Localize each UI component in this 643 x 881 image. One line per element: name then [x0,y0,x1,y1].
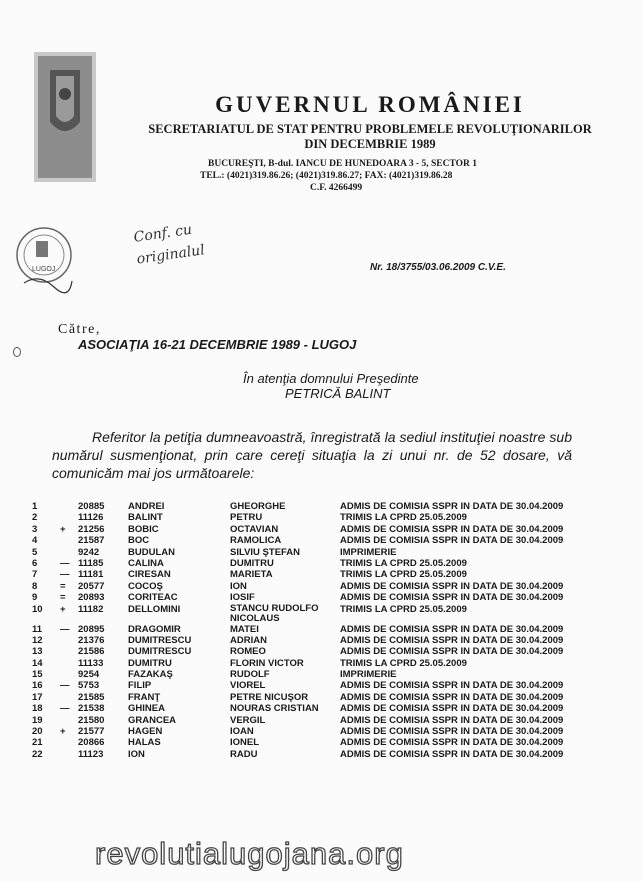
cell-mark: — [60,569,70,581]
cell-first: DUMITRU [230,557,274,569]
cell-status: IMPRIMERIE [340,669,397,681]
cell-id: 21577 [78,726,105,738]
recipient-to: Către, [58,322,101,337]
cell-mark [58,658,76,669]
table-row [30,680,565,691]
cell-last: GHINEA [128,703,165,715]
table-row [30,726,565,737]
cell-nr: 12 [32,634,43,646]
cell-first: STANCU RUDOLFO NICOLAUS [230,602,319,624]
phone-line: TEL.: (4021)319.86.26; (4021)319.86.27; FAX: (4021)319.86.28 [200,171,453,181]
cell-last: FAZAKAŞ [128,669,173,681]
cell-first: IOAN [230,726,254,738]
cell-mark [58,635,76,646]
cell-nr: 16 [32,680,43,692]
december-subtitle: DIN DECEMBRIE 1989 [304,137,436,151]
cell-id: 21256 [78,523,105,535]
cell-status: ADMIS DE COMISIA SSPR IN DATA DE 30.04.2009 [340,680,564,692]
table-row [30,669,565,680]
lugoj-stamp [14,213,74,297]
cell-status: ADMIS DE COMISIA SSPR IN DATA DE 30.04.2009 [340,646,564,658]
table-row [30,658,565,669]
cell-id: 20895 [78,623,105,635]
cell-nr: 1 [32,501,38,512]
table-row [30,581,565,592]
cell-status: ADMIS DE COMISIA SSPR IN DATA DE 30.04.2009 [340,592,564,604]
cell-id: 21376 [78,634,105,646]
cell-mark [58,501,76,512]
table-row [30,547,565,558]
cell-status: ADMIS DE COMISIA SSPR IN DATA DE 30.04.2009 [340,691,564,703]
cell-status: ADMIS DE COMISIA SSPR IN DATA DE 30.04.2009 [340,623,564,635]
cell-first: IOSIF [230,592,255,604]
table-row [30,535,565,546]
cell-mark [58,715,76,726]
cell-first: MATEI [230,623,259,635]
cell-first: ION [230,580,247,592]
body-paragraph: Referitor la petiţia dumneavoastră, înregistrată la sediul instituţiei noastre sub numărul susmenţionat, prin care cereţi situaţia la zi unui nr. de 52 dosare, vă comunicăm mai jos următoarele: [52,429,572,481]
cell-mark: — [60,557,70,569]
cell-last: DUMITRESCU [128,634,192,646]
cell-first: FLORIN VICTOR [230,657,304,669]
cell-last: DUMITRESCU [128,646,192,658]
cf-line: C.F. 4266499 [310,183,363,193]
cell-first: MARIETA [230,569,273,581]
cell-last: FILIP [128,680,152,692]
president-name: PETRICĂ BALINT [285,386,391,401]
cell-mark: — [60,680,70,692]
address-block [200,158,477,194]
cell-last: DRAGOMIR [128,623,181,635]
cell-mark: + [60,523,66,535]
table-row [30,692,565,703]
cell-last: HALAS [128,737,161,749]
cell-last: HAGEN [128,726,163,738]
cell-id: 21585 [78,691,105,703]
cell-status: ADMIS DE COMISIA SSPR IN DATA DE 30.04.2009 [340,634,564,646]
cell-status: ADMIS DE COMISIA SSPR IN DATA DE 30.04.2009 [340,714,564,726]
table-row [30,624,565,635]
cell-id: 9242 [78,546,100,558]
cell-nr: 3 [32,523,38,535]
cell-status: ADMIS DE COMISIA SSPR IN DATA DE 30.04.2009 [340,535,564,547]
cell-first: PETRU [230,512,263,524]
government-title: GUVERNUL ROMÂNIEI [215,92,525,117]
cell-last: CIRESAN [128,569,171,581]
cell-last: DELLOMINI [128,603,181,615]
address-line: BUCUREŞTI, B-dul. IANCU DE HUNEDOARA 3 - 5, SECTOR 1 [208,159,478,169]
cell-id: 11126 [78,512,104,524]
cell-first: SILVIU ŞTEFAN [230,546,301,558]
cell-nr: 11 [32,623,43,635]
cell-nr: 4 [32,535,38,547]
cell-first: VIOREL [230,680,266,692]
cell-status: IMPRIMERIE [340,546,397,558]
table-row [30,749,565,760]
table-row [30,703,565,714]
cell-first: RUDOLF [230,669,270,681]
cell-id: 11182 [78,603,104,615]
cell-nr: 20 [32,726,43,738]
cell-id: 11181 [78,569,104,581]
cell-mark: = [60,592,66,604]
cell-nr: 7 [32,569,38,581]
cell-last: BALINT [128,512,163,524]
cell-last: FRANŢ [128,691,161,703]
secretariat-title: SECRETARIATUL DE STAT PENTRU PROBLEMELE REVOLUŢIONARILOR [148,122,592,136]
cell-first: RAMOLICA [230,535,282,547]
watermark-text: revolutialugojana.org [95,836,404,871]
cell-mark [58,512,76,523]
cell-id: 20866 [78,737,105,749]
cell-last: DUMITRU [128,657,172,669]
cell-mark [58,669,76,680]
cell-nr: 9 [32,592,38,604]
cell-id: 9254 [78,669,100,681]
cell-last: ION [128,748,145,760]
cell-mark: — [60,623,70,635]
cell-status: ADMIS DE COMISIA SSPR IN DATA DE 30.04.2009 [340,703,564,715]
cell-status: TRIMIS LA CPRD 25.05.2009 [340,657,467,669]
cell-mark [58,737,76,748]
cell-id: 5753 [78,680,100,692]
cell-first: ROMEO [230,646,266,658]
punch-hole-mark [13,347,21,357]
cell-nr: 19 [32,714,43,726]
dossier-table-body [30,501,565,760]
table-row [30,592,565,603]
cell-nr: 21 [32,737,43,749]
handwritten-line-2: originalul [135,242,206,268]
cell-status: TRIMIS LA CPRD 25.05.2009 [340,569,467,581]
cell-id: 21580 [78,714,105,726]
cell-id: 20893 [78,592,105,604]
cell-status: TRIMIS LA CPRD 25.05.2009 [340,557,467,569]
cell-mark: + [60,726,66,738]
cell-nr: 13 [32,646,43,658]
table-row [30,715,565,726]
cell-id: 20577 [78,580,105,592]
cell-status: TRIMIS LA CPRD 25.05.2009 [340,512,467,524]
cell-id: 11133 [78,657,104,669]
cell-status: ADMIS DE COMISIA SSPR IN DATA DE 30.04.2009 [340,523,564,535]
cell-nr: 5 [32,546,38,558]
reference-number: Nr. 18/3755/03.06.2009 C.V.E. [370,262,506,273]
cell-last: BUDULAN [128,546,175,558]
cell-last: BOBIC [128,523,159,535]
cell-last: CALINA [128,557,164,569]
table-row [30,604,565,624]
cell-status: TRIMIS LA CPRD 25.05.2009 [340,603,467,615]
attention-line: În atenţia domnului Preşedinte [243,371,419,386]
table-row [30,737,565,748]
handwritten-line-1: Conf. cu [132,221,193,246]
table-row [30,512,565,523]
cell-first: NOURAS CRISTIAN [230,703,319,715]
cell-nr: 17 [32,691,43,703]
table-row [30,569,565,580]
cell-id: 11185 [78,557,104,569]
cell-last: CORITEAC [128,592,178,604]
table-row [30,524,565,535]
cell-mark [58,692,76,703]
cell-nr: 22 [32,748,43,760]
cell-mark [58,547,76,558]
cell-first: ADRIAN [230,634,267,646]
recipient-association: ASOCIAŢIA 16-21 DECEMBRIE 1989 - LUGOJ [78,337,357,352]
cell-mark [58,749,76,760]
table-row [30,501,565,512]
cell-mark: — [60,703,70,715]
cell-first: VERGIL [230,714,266,726]
cell-status: ADMIS DE COMISIA SSPR IN DATA DE 30.04.2009 [340,501,564,512]
cell-id: 21538 [78,703,105,715]
cell-last: GRANCEA [128,714,177,726]
cell-id: 20885 [78,501,105,512]
cell-mark: = [60,580,66,592]
cell-status: ADMIS DE COMISIA SSPR IN DATA DE 30.04.2009 [340,748,564,760]
cell-id: 11123 [78,748,104,760]
cell-nr: 10 [32,603,43,615]
cell-last: ANDREI [128,501,165,512]
cell-mark [58,646,76,657]
cell-last: COCOŞ [128,580,163,592]
cell-last: BOC [128,535,150,547]
cell-nr: 8 [32,580,38,592]
cell-nr: 2 [32,512,38,524]
table-row [30,635,565,646]
cell-id: 21587 [78,535,105,547]
cell-first: RADU [230,748,258,760]
cell-first: PETRE NICUŞOR [230,691,309,703]
cell-mark [58,535,76,546]
cell-status: ADMIS DE COMISIA SSPR IN DATA DE 30.04.2009 [340,737,564,749]
cell-id: 21586 [78,646,105,658]
cell-status: ADMIS DE COMISIA SSPR IN DATA DE 30.04.2009 [340,726,564,738]
cell-nr: 18 [32,703,43,715]
dossier-table [30,501,565,760]
cell-nr: 14 [32,657,43,669]
table-row [30,646,565,657]
cell-first: GHEORGHE [230,501,286,512]
cell-nr: 6 [32,557,38,569]
table-row [30,558,565,569]
svg-text:LUGOJ: LUGOJ [32,266,56,273]
cell-status: ADMIS DE COMISIA SSPR IN DATA DE 30.04.2009 [340,580,564,592]
cell-first: IONEL [230,737,260,749]
cell-mark: + [60,603,66,615]
coat-of-arms-emblem [34,52,96,182]
handwritten-note [132,217,206,270]
cell-nr: 15 [32,669,43,681]
cell-first: OCTAVIAN [230,523,279,535]
